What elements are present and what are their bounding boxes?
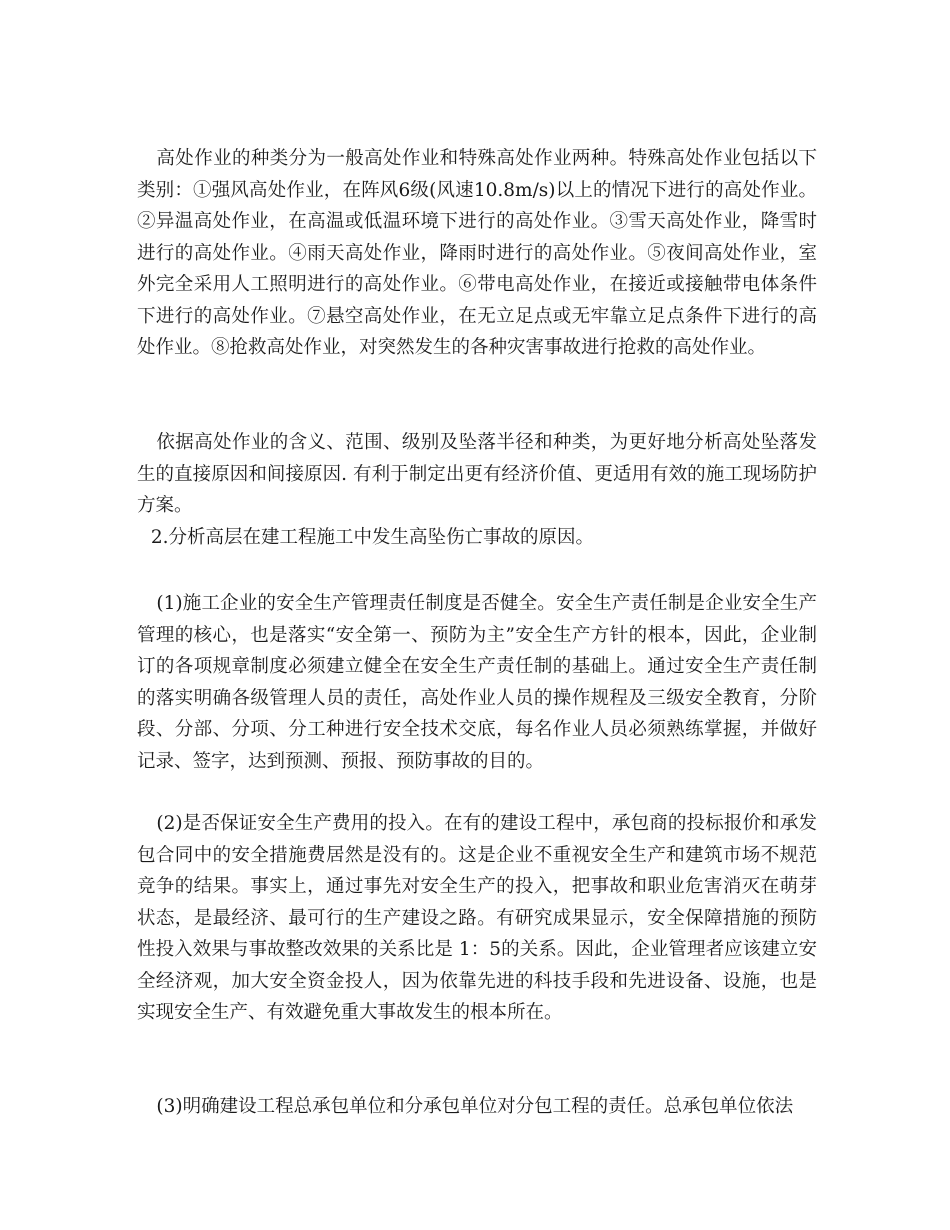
paragraph-contractor-liability: (3)明确建设工程总承包单位和分承包单位对分包工程的责任。总承包单位依法 — [156, 1096, 794, 1117]
paragraph-safety-funding: (2)是否保证安全生产费用的投入。在有的建设工程中，承包商的投标报价和承发包合同中的安全措施费居然是没有的。这是企业不重视安全生产和建筑市场不规范竞争的结果。事实上，通过事先对安全生产的投入，把事故和职业危害消灭在萌芽状态，是最经济、最可行的生产建设之路。有研究成果显示，安全保障措施的预防性投入效果与事故整改效果的关系比是 1：5的关系。因此，企业管理者应该建立安全经济观，加大安全资金投人，因为依靠先进的科技手段和先进设备、设施，也是实现安全生产、有效避免重大事故发生的根本所在。 — [137, 813, 817, 1023]
paragraph-analysis-basis: 依据高处作业的含义、范围、级别及坠落半径和种类，为更好地分析高处坠落发生的直接原因和间接原因. 有利于制定出更有经济价值、更适用有效的施工现场防护方案。 — [137, 432, 817, 516]
section-heading-causes: 2.分析高层在建工程施工中发生高坠伤亡事故的原因。 — [150, 527, 595, 548]
paragraph-responsibility-system: (1)施工企业的安全生产管理责任制度是否健全。安全生产责任制是企业安全生产管理的核心，也是落实“安全第一、预防为主”安全生产方针的根本，因此，企业制订的各项规章制度必须建立健全在安全生产责任制的基础上。通过安全生产责任制的落实明确各级管理人员的责任，高处作业人员的操作规程及三级安全教育，分阶段、分部、分项、分工种进行安全技术交底，每名作业人员必须熟练掌握，并做好记录、签字，达到预测、预报、预防事故的目的。 — [137, 593, 817, 772]
paragraph-work-types: 高处作业的种类分为一般高处作业和特殊高处作业两种。特殊高处作业包括以下类别：①强风高处作业，在阵风6级(风速10.8m/s)以上的情况下进行的高处作业。②异温高处作业，在高温或低温环境下进行的高处作业。③雪天高处作业，降雪时进行的高处作业。④雨天高处作业，降雨时进行的高处作业。⑤夜间高处作业，室外完全采用人工照明进行的高处作业。⑥带电高处作业，在接近或接触带电体条件下进行的高处作业。⑦悬空高处作业，在无立足点或无牢靠立足点条件下进行的高处作业。⑧抢救高处作业，对突然发生的各种灾害事故进行抢救的高处作业。 — [137, 148, 817, 358]
